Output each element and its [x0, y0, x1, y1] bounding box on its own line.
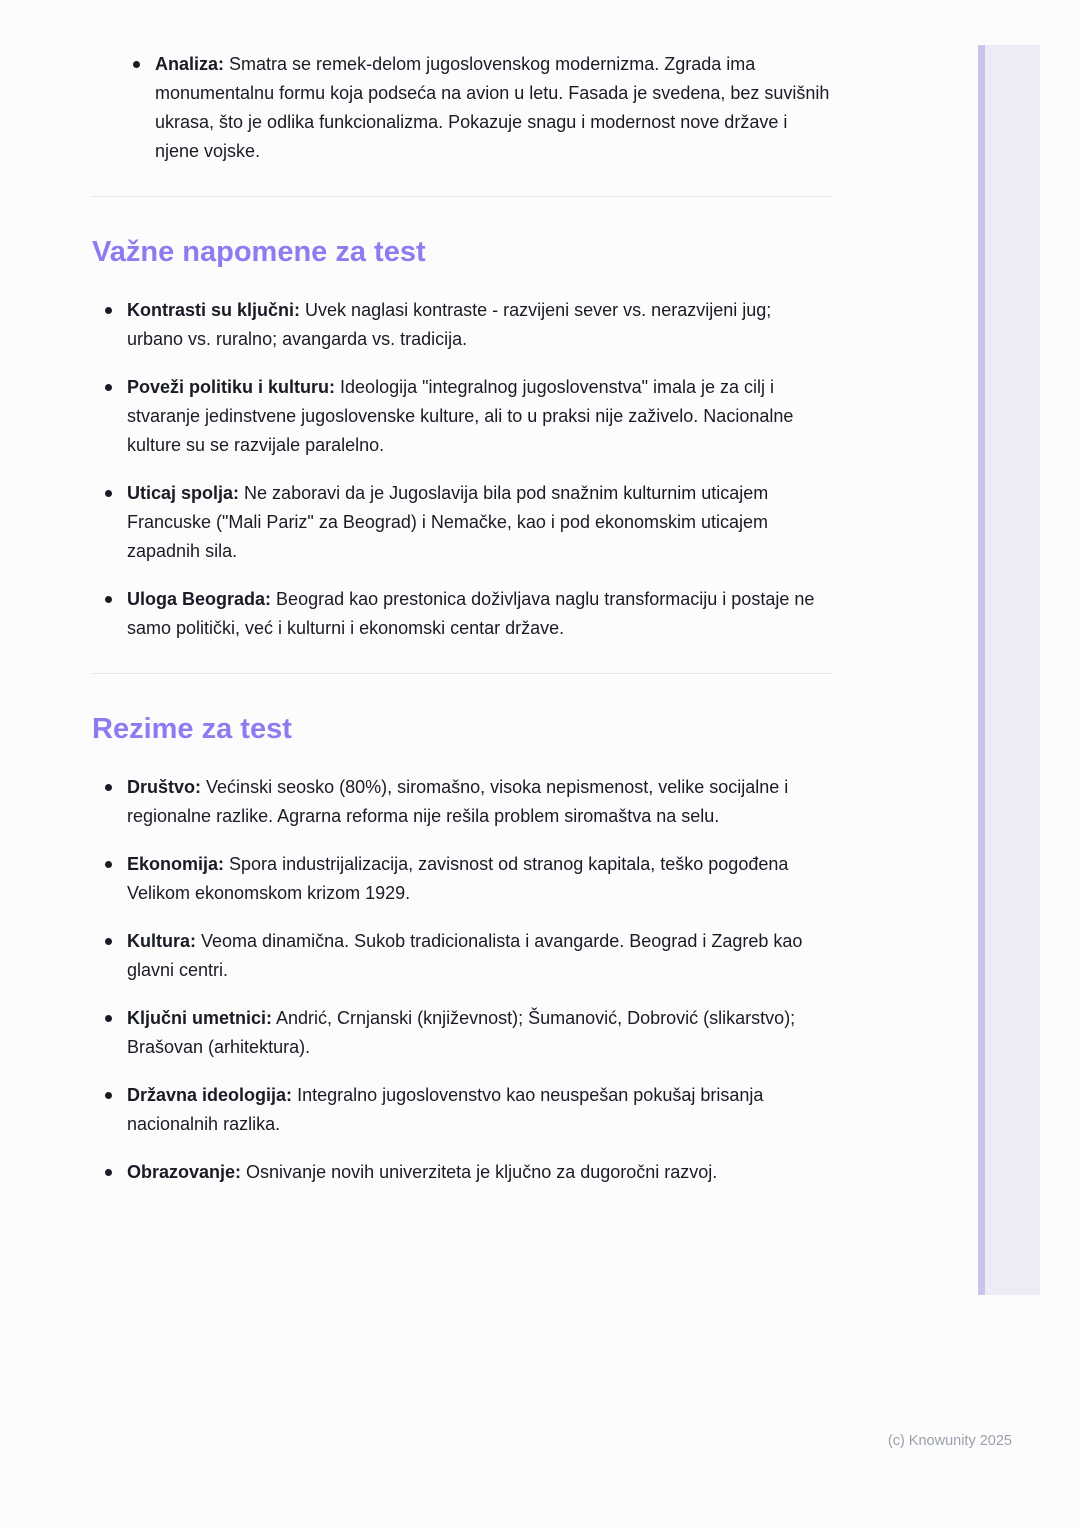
item-term: Kultura: [127, 931, 196, 951]
item-text: Ne zaboravi da je Jugoslavija bila pod snažnim kulturnim uticajem Francuske ("Mali Pariz" za Beograd) i Nemačke, kao i pod ekonomskim uticajem zapadnih sila. [127, 483, 769, 561]
item-text: Veoma dinamična. Sukob tradicionalista i avangarde. Beograd i Zagreb kao glavni centri. [127, 931, 803, 980]
bullet-icon [105, 784, 112, 791]
divider [92, 673, 832, 674]
item-text: Većinski seosko (80%), siromašno, visoka nepismenost, velike socijalne i regionalne razlike. Agrarna reforma nije rešila problem siromaštva na selu. [127, 777, 789, 826]
item-text: Uvek naglasi kontraste - razvijeni sever vs. nerazvijeni jug; urbano vs. ruralno; avangarda vs. tradicija. [127, 300, 772, 349]
item-term: Uloga Beograda: [127, 589, 272, 609]
summary-list [92, 773, 832, 1187]
list-item [105, 296, 832, 354]
list-item [105, 1004, 832, 1062]
analysis-list [120, 50, 832, 166]
bullet-icon [133, 61, 140, 68]
bullet-icon [105, 861, 112, 868]
item-text: Osnivanje novih univerziteta je ključno za dugoročni razvoj. [246, 1162, 718, 1182]
list-item [105, 479, 832, 566]
item-term: Ekonomija: [127, 854, 225, 874]
bullet-icon [105, 384, 112, 391]
list-item [105, 1081, 832, 1139]
scrollbar-track[interactable] [978, 45, 1040, 1295]
item-term: Analiza: [155, 54, 225, 74]
item-text: Ideologija "integralnog jugoslovenstva" imala je za cilj i stvaranje jedinstvene jugoslovenske kulture, ali to u praksi nije zaživelo. Nacionalne kulture su se razvijale paralelno. [127, 377, 794, 455]
bullet-icon [105, 1169, 112, 1176]
divider [92, 196, 832, 197]
bullet-icon [105, 1092, 112, 1099]
list-item [105, 850, 832, 908]
notes-content [92, 50, 832, 1206]
list-item [105, 927, 832, 985]
list-item [105, 773, 832, 831]
item-text: Integralno jugoslovenstvo kao neuspešan pokušaj brisanja nacionalnih razlika. [127, 1085, 764, 1134]
section-heading-vazne-napomene: Važne napomene za test [92, 236, 426, 268]
item-term: Obrazovanje: [127, 1162, 242, 1182]
item-text: Smatra se remek-delom jugoslovenskog modernizma. Zgrada ima monumentalnu formu koja podseća na avion u letu. Fasada je svedena, bez suvišnih ukrasa, što je odlika funkcionalizma. Pokazuje snagu i modernost nove države i njene vojske. [155, 54, 830, 161]
item-term: Uticaj spolja: [127, 483, 240, 503]
bullet-icon [105, 596, 112, 603]
section-heading-rezime: Rezime za test [92, 713, 292, 745]
list-item [105, 1158, 832, 1187]
copyright-text: (c) Knowunity 2025 [887, 1433, 1012, 1449]
item-term: Društvo: [127, 777, 202, 797]
list-item [105, 373, 832, 460]
item-term: Državna ideologija: [127, 1085, 293, 1105]
item-text: Beograd kao prestonica doživljava naglu transformaciju i postaje ne samo politički, već i kulturni i ekonomski centar države. [127, 589, 815, 638]
item-term: Poveži politiku i kulturu: [127, 377, 336, 397]
item-text: Spora industrijalizacija, zavisnost od stranog kapitala, teško pogođena Velikom ekonomskom krizom 1929. [127, 854, 789, 903]
bullet-icon [105, 938, 112, 945]
item-term: Kontrasti su ključni: [127, 300, 301, 320]
bullet-icon [105, 307, 112, 314]
bullet-icon [105, 1015, 112, 1022]
list-item [105, 585, 832, 643]
scrollbar-thumb[interactable] [978, 45, 985, 1295]
item-term: Ključni umetnici: [127, 1008, 273, 1028]
list-item [133, 50, 832, 166]
bullet-icon [105, 490, 112, 497]
item-text: Andrić, Crnjanski (književnost); Šumanović, Dobrović (slikarstvo); Brašovan (arhitektura). [127, 1008, 796, 1057]
notes-list [92, 296, 832, 643]
